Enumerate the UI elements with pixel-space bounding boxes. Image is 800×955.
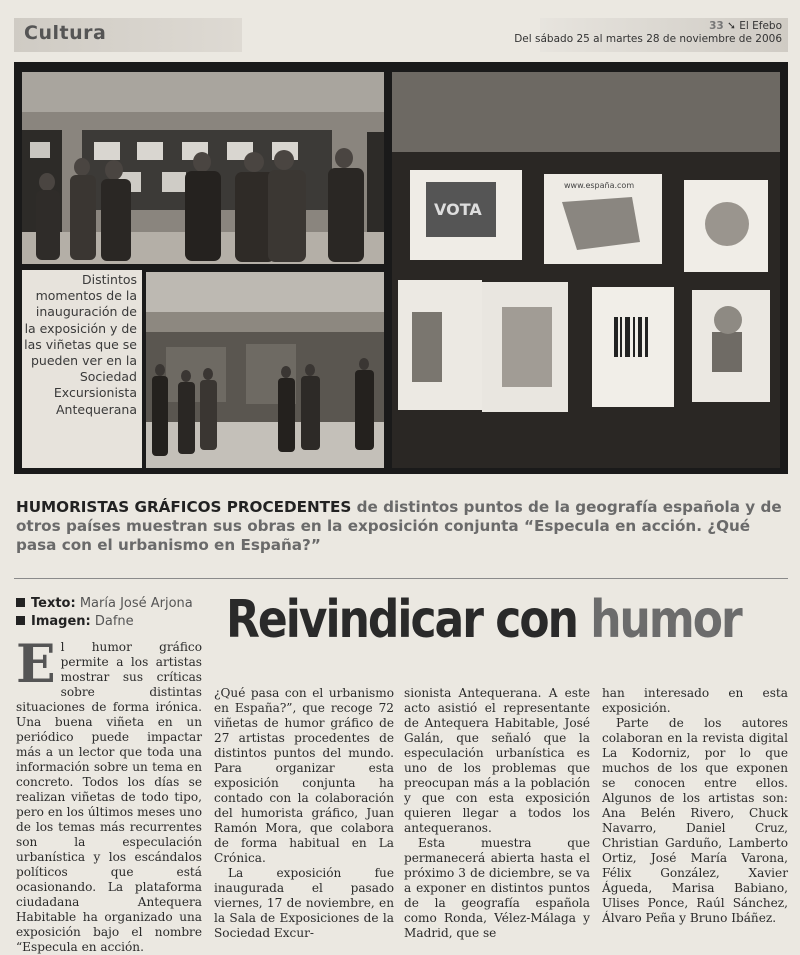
subheadline-lead: HUMORISTAS GRÁFICOS PROCEDENTES: [16, 498, 352, 516]
body-column-4: [602, 686, 788, 926]
page-header-info: [514, 20, 782, 46]
body-column-2: [214, 686, 394, 941]
cartoon-vota-text: VOTA: [434, 200, 482, 219]
section-name: Cultura: [24, 22, 107, 44]
body-paragraph: sionista Antequerana. A este acto asistió el representante de Antequera Habitable, José Galán, que señaló que la especulación urbanística es uno de los problemas que preocupan más a la población y que con esta exposición quieren llegar a todos los antequeranos.: [404, 686, 590, 835]
bullet-square-icon: [16, 616, 25, 625]
cartoon-url-text: www.españa.com: [564, 181, 635, 190]
image-credit-label: Imagen:: [31, 614, 91, 629]
body-paragraph: ¿Qué pasa con el urbanismo en España?”, que recoge 72 viñetas de humor gráfico de 27 artistas procedentes de distintos puntos del mundo. Para organizar esta exposición conjunta ha contado con la colaboración del humorista gráfico, Juan Ramón Mora, que colabora de forma habitual en La Crónica.: [214, 686, 394, 865]
headline-accent: humor: [590, 590, 741, 651]
body-paragraph: Esta muestra que permanecerá abierta hasta el próximo 3 de diciembre, se va a exponer en distintos puntos de la geografía española como Ronda, Vélez-Málaga y Madrid, que se: [404, 836, 590, 940]
publication-name: El Efebo: [739, 20, 782, 32]
body-column-3: [404, 686, 590, 941]
divider-rule: [14, 578, 788, 579]
photo-inauguration: [146, 272, 384, 468]
text-credit-author: María José Arjona: [79, 596, 193, 611]
photo-caption: Distintos momentos de la inauguración de la exposición y de las viñetas que se pueden ver en la Sociedad Excursionista Antequerana: [24, 272, 137, 417]
body-paragraph: La exposición fue inaugurada el pasado viernes, 17 de noviembre, en la Sala de Exposiciones de la Sociedad Excur-: [214, 866, 394, 940]
page-number: 33: [709, 20, 724, 32]
body-column-1: [16, 634, 202, 955]
bullet-square-icon: [16, 598, 25, 607]
body-paragraph: Parte de los autores colaboran en la revista digital La Kodorniz, por lo que muchos de los que exponen se conocen entre ellos. Algunos de los artistas son: Ana Belén Rivero, Chuck Navarro, Daniel Cruz, Christian Garduño, Lamberto Ortiz, José María Varona, Félix González, Xavier Águeda, Marisa Babiano, Ulises Ponce, Raúl Sánchez, Álvaro Peña y Bruno Ibáñez.: [602, 716, 788, 925]
drop-cap: E: [16, 634, 56, 695]
headline: [226, 590, 741, 650]
arrow-icon: ➘: [727, 20, 736, 32]
issue-date: Del sábado 25 al martes 28 de noviembre de 2006: [514, 33, 782, 45]
headline-main: Reivindicar con: [226, 590, 591, 651]
text-credit-label: Texto:: [31, 596, 76, 611]
photo-cartoon-panel: [392, 72, 780, 468]
subheadline: [16, 498, 786, 555]
photo-visitors: [22, 72, 384, 264]
byline: [16, 595, 193, 631]
body-paragraph: han interesado en esta exposición.: [602, 686, 788, 715]
subheadline-rest: de distintos puntos de la geografía española y de otros países muestran sus obras en la exposición conjunta “Especula en acción. ¿Qué pasa con el urbanismo en España?”: [16, 498, 782, 554]
body-text: l humor gráfico permite a los artistas mostrar sus críticas sobre distintas situaciones de forma irónica. Una buena viñeta en un periódico puede impactar más a un lector que toda una información sobre un tema en concreto. Todos los días se realizan viñetas de todo tipo, pero en los últimos meses uno de los temas más recurrentes son la especulación urbanística y los escándalos políticos que está ocasionando. La plataforma ciudadana Antequera Habitable ha organizado una exposición bajo el nombre “Especula en acción.: [16, 640, 202, 954]
image-credit-author: Dafne: [94, 614, 134, 629]
body-paragraph: [16, 634, 202, 955]
